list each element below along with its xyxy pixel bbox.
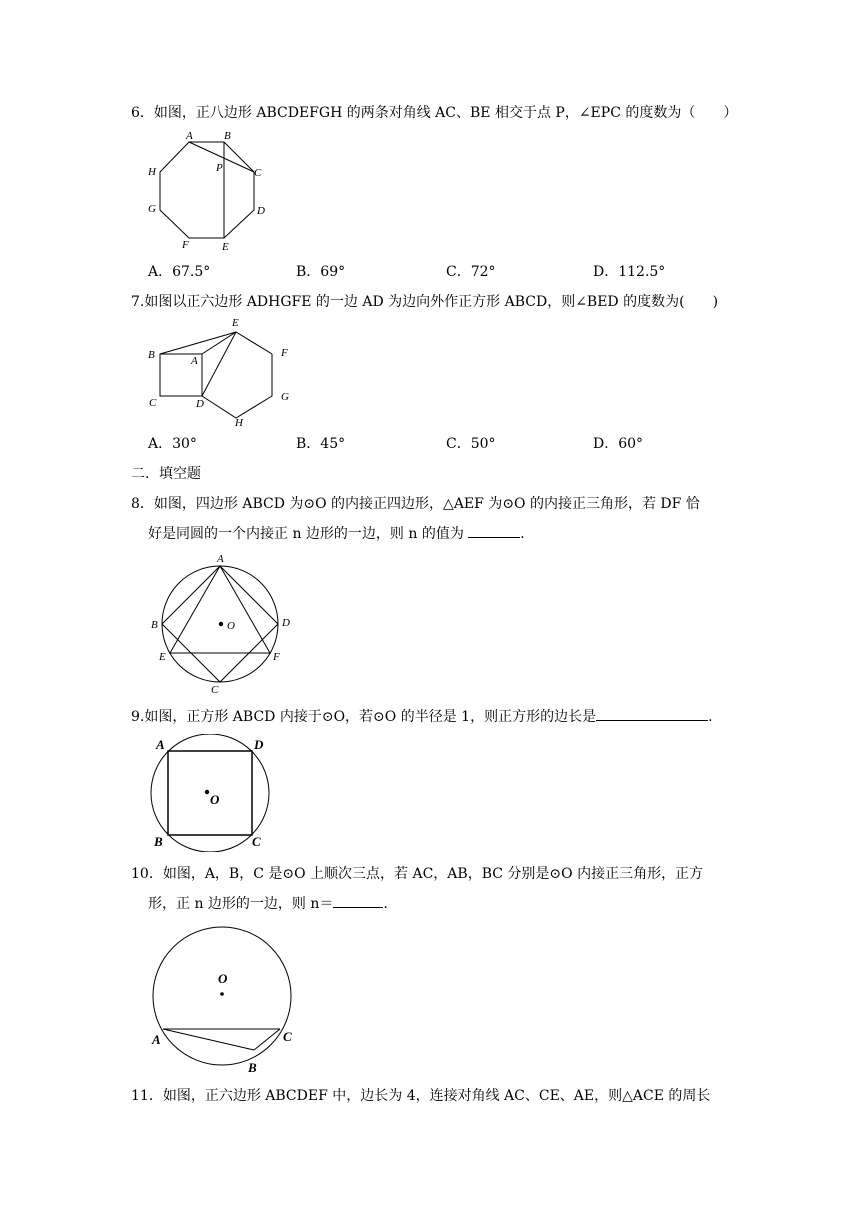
q9-label: D <box>254 737 264 752</box>
q6-label: B <box>224 130 231 142</box>
q9-text-post: . <box>708 709 713 725</box>
q8-label: B <box>151 619 158 631</box>
q11-text: 11．如图，正六边形 ABCDEF 中，边长为 4，连接对角线 AC、CE、AE，则△ACE 的周长 <box>131 1088 711 1104</box>
q6-label: C <box>254 167 262 179</box>
q6-label: G <box>148 203 156 215</box>
q9-label: C <box>252 834 261 849</box>
q8-answer-blank[interactable] <box>468 523 520 538</box>
q7-label: A <box>191 355 198 367</box>
q7-text: 7.如图以正六边形 ADHGFE 的一边 AD 为边向外作正方形 ABCD，则∠BED 的度数为( ) <box>131 294 719 310</box>
q7-label: B <box>148 349 155 361</box>
q10-text-line1: 10．如图，A，B，C 是⊙O 上顺次三点，若 AC，AB，BC 分别是⊙O 内接正三角形，正方 <box>131 866 704 882</box>
q8-label: O <box>227 620 235 632</box>
q7-label: F <box>281 347 288 359</box>
q7-label: H <box>235 417 243 429</box>
q8-figure-circle <box>148 550 300 700</box>
q6-option-b: B．69° <box>296 264 346 280</box>
q6-figure-octagon <box>140 128 280 260</box>
q7-label: E <box>232 317 239 329</box>
q10-label: C <box>283 1029 292 1044</box>
q10-text-line2 <box>148 893 388 914</box>
q6-option-c: C．72° <box>446 264 496 280</box>
q6-text: 6．如图，正八边形 ABCDEFGH 的两条对角线 AC、BE 相交于点 P，∠EPC 的度数为（ ） <box>131 105 738 121</box>
q10-label: A <box>152 1032 161 1047</box>
q10-label: O <box>218 971 228 986</box>
q6-option-a: A．67.5° <box>148 264 211 280</box>
q8-text-line2-pre: 好是同圆的一个内接正 n 边形的一边，则 n 的值为 <box>148 526 469 542</box>
q7-option-b: B．45° <box>296 436 346 452</box>
q8-label: F <box>273 651 280 663</box>
q7-option-c: C．50° <box>446 436 496 452</box>
q6-label: P <box>216 162 223 174</box>
q8-label: E <box>159 651 166 663</box>
q6-label: H <box>148 166 156 178</box>
q10-text-line2-pre: 形，正 n 边形的一边，则 n＝ <box>148 896 334 912</box>
q6-label: D <box>257 205 265 217</box>
q9-label: O <box>210 792 220 807</box>
q10-figure-circle <box>146 920 302 1080</box>
q10-label: B <box>248 1060 257 1075</box>
q8-text-line2 <box>148 523 525 544</box>
q7-option-a: A．30° <box>148 436 197 452</box>
q8-label: C <box>211 684 219 696</box>
q9-text-pre: 9.如图，正方形 ABCD 内接于⊙O，若⊙O 的半径是 1，则正方形的边长是 <box>131 709 597 725</box>
q8-text-line1: 8．如图，四边形 ABCD 为⊙O 的内接正四边形，△AEF 为⊙O 的内接正三角形，若 DF 恰 <box>131 496 700 512</box>
q8-label: D <box>282 617 290 629</box>
q9-label: A <box>156 737 165 752</box>
q8-text-line2-post: . <box>520 526 525 542</box>
q10-text-line2-post: . <box>383 896 388 912</box>
q6-label: A <box>186 130 193 142</box>
q6-label: F <box>182 239 189 251</box>
q7-label: C <box>149 397 157 409</box>
q7-option-d: D．60° <box>593 436 644 452</box>
q7-figure-hexagon-square <box>140 314 300 434</box>
q7-label: G <box>281 391 289 403</box>
q9-label: B <box>154 834 163 849</box>
q6-option-d: D．112.5° <box>593 264 666 280</box>
q8-label: A <box>217 553 224 565</box>
q7-label: D <box>196 398 204 410</box>
q9-answer-blank[interactable] <box>596 706 708 721</box>
q9-text <box>131 706 713 727</box>
q9-figure-square-in-circle <box>140 734 280 856</box>
section-title: 二．填空题 <box>131 466 201 482</box>
q6-label: E <box>222 241 229 253</box>
q10-answer-blank[interactable] <box>333 893 383 908</box>
